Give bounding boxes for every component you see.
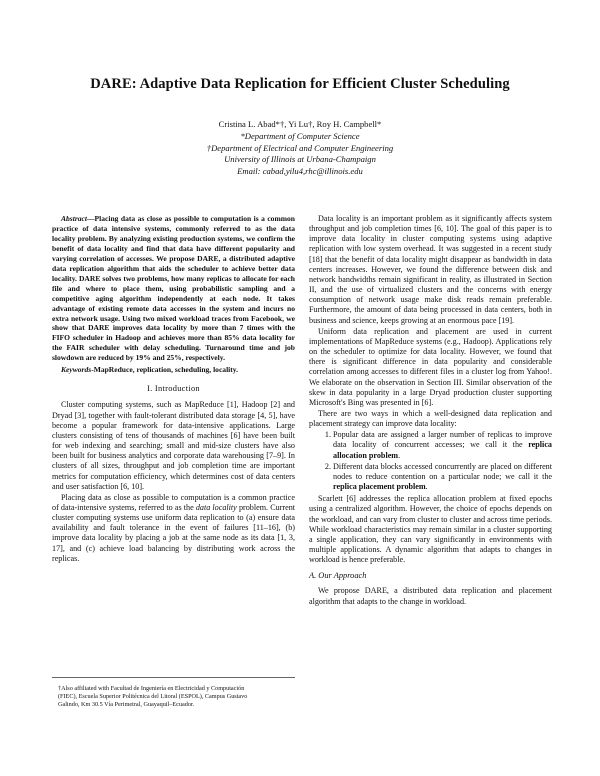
affiliation-university: University of Illinois at Urbana-Champaign	[224, 154, 376, 165]
item2-end: .	[425, 482, 428, 492]
right-paragraph-3: There are two ways in which a well-designed data replication and placement strategy can improve data locality:	[309, 408, 552, 429]
abstract	[52, 214, 295, 363]
keywords	[52, 365, 295, 375]
intro-p2-start: Placing data as close as possible to computation is a common practice of data-intensive systems, referred to as the	[52, 492, 295, 512]
subsection-heading-our-approach: A. Our Approach	[309, 571, 367, 581]
abstract-text: Placing data as close as possible to computation is a common practice of data intensive systems, commonly referred to as the data locality problem. By analyzing existing production systems, we confirm the benefit of data locality and find that data have different popularity and varying correlation of accesses. We propose DARE, a distributed adaptive data replication algorithm that aids the scheduler to achieve better data locality. DARE solves two problems, how many replicas to allocate for each file and where to place them, using probabilistic sampling and a competitive aging algorithm independently at each node. It takes advantage of existing remote data accesses in the system and incurs no extra network usage. Using two mixed workload traces from Facebook, we show that DARE improves data locality by more than 7 times with the FIFO scheduler in Hadoop and achieves more than 85% data locality for the FAIR scheduler with delay scheduling. Turnaround time and job slowdown are reduced by 19% and 25%, respectively.	[52, 214, 295, 363]
item2-text: Different data blocks accessed concurrently are placed on different nodes to reduce contention on a particular node; we call it the	[333, 461, 552, 481]
intro-p2-end: problem. Current cluster computing systems use uniform data replication to (a) ensure data availability and fault tolerance in the event of failures [11–16], (b) improve data locality by placing a job at the same node as its data [1, 3, 17], and (c) achieve load balancing by distributing work across the replicas.	[52, 502, 296, 563]
section-heading-introduction: I. Introduction	[147, 384, 200, 394]
abstract-lead: Abstract—	[61, 214, 95, 223]
item1-text: Popular data are assigned a larger number of replicas to improve data locality of concurrent accesses; we call it the	[333, 430, 552, 450]
footnote	[52, 677, 295, 709]
item1-term: replica allocation problem	[333, 440, 552, 460]
right-paragraph-1: Data locality is an important problem as it significantly affects system throughput and job completion times [6, 10]. The goal of this paper is to improve data locality in cluster computing systems using adaptive replication with low system overhead. It was suggested in a recent study [18] that the benefit of data locality might disappear as bandwidth in data centers increases. However, we found the difference between disk and network bandwidths remain significant in reality, as illustrated in Section II, and the use of virtualized clusters and the concerns with energy consumption of network usage make disk reads remain preferable. Furthermore, the amount of data being processed in data centers, both in business and science, keeps growing at an enormous pace [19].	[309, 214, 552, 325]
right-column	[309, 214, 552, 608]
author-email: Email: cabad,yilu4,rhc@illinois.edu	[237, 166, 363, 177]
author-block	[100, 119, 500, 178]
item2-term: replica placement problem	[333, 482, 426, 492]
paper-title: DARE: Adaptive Data Replication for Efficient Cluster Scheduling	[90, 76, 510, 92]
right-paragraph-2: Uniform data replication and placement are used in current implementations of MapReduce systems (e.g., Hadoop). Applications rely on the scheduler to optimize for data locality. However, we found that there is significant difference in data popularity and considerable correlation among accesses to different files in a cluster log from Yahoo!. We elaborate on the observation in Section III. Similar observation of the skew in data popularity in a large Dryad production cluster supporting Microsoft's Bing was presented in [6].	[309, 326, 552, 407]
item1-end: .	[398, 450, 401, 460]
keywords-text: -MapReduce, replication, scheduling, locality.	[91, 365, 239, 375]
left-column	[52, 214, 295, 565]
intro-paragraph-2	[52, 493, 295, 564]
affiliation-ece: †Department of Electrical and Computer Engineering	[206, 142, 394, 153]
approach-list	[309, 430, 552, 492]
affiliation-cs: *Department of Computer Science	[240, 130, 360, 141]
author-names: Cristina L. Abad*†, Yi Lu†, Roy H. Campbell*	[218, 119, 382, 129]
list-item	[333, 430, 552, 460]
right-paragraph-5: We propose DARE, a distributed data replication and placement algorithm that adapts to the change in workload.	[309, 586, 552, 606]
right-paragraph-4: Scarlett [6] addresses the replica allocation problem at fixed epochs using a centralized algorithm. However, the choice of epochs depends on the workload, and can vary from cluster to cluster and across time periods. While workload characteristics may remain similar in a cluster supporting a single application, they can vary significantly in environments with multiple applications. A dynamic algorithm that adapts to changes in workload is hence preferable.	[309, 494, 552, 565]
intro-p2-emphasis: data locality	[195, 502, 237, 512]
keywords-lead: Keywords	[61, 365, 92, 375]
footnote-line-1: †Also affiliated with Facultad de Ingeniería en Electricidad y Computación	[58, 685, 245, 692]
footnote-line-2: (FIEC), Escuela Superior Politécnica del Litoral (ESPOL), Campus Gustavo	[58, 693, 248, 701]
intro-paragraph-1: Cluster computing systems, such as MapReduce [1], Hadoop [2] and Dryad [3], together with fault-tolerant distributed data storage [4, 5], have become a popular framework for data-intensive applications. Large clusters consisting of tens of thousands of machines [6] have been built for web indexing and searching; small and mid-size clusters have also been built for business analytics and corporate data warehousing [7–9]. In clusters of all sizes, throughput and job completion time are important metrics for computation efficiency, which determines cost of data centers and user satisfaction [6, 10].	[52, 400, 295, 491]
list-item	[333, 462, 552, 492]
footnote-line-3: Galindo, Km 30.5 Vía Perimetral, Guayaquil–Ecuador.	[58, 701, 195, 709]
